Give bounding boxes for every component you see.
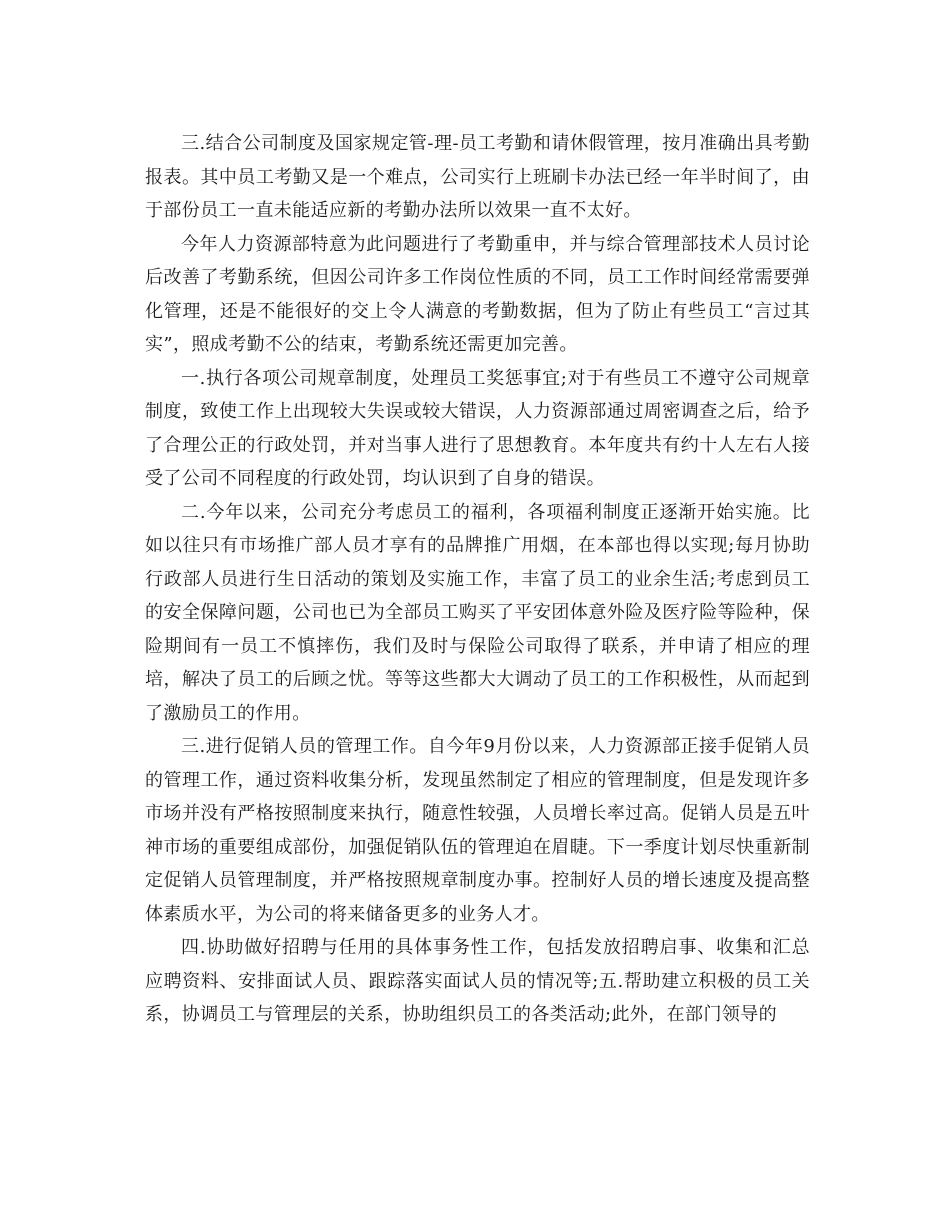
document-body — [145, 127, 810, 1032]
paragraph-promotion-staff: 三.进行促销人员的管理工作。自今年9月份以来，人力资源部正接手促销人员的管理工作，通过资料收集分析，发现虽然制定了相应的管理制度，但是发现许多市场并没有严格按照制度来执行，随意性较强，人员增长率过高。促销人员是五叶神市场的重要组成部份，加强促销队伍的管理迫在眉睫。下一季度计划尽快重新制定促销人员管理制度，并严格按照规章制度办事。控制好人员的增长速度及提高整体素质水平，为公司的将来储备更多的业务人才。 — [145, 736, 810, 925]
paragraph-employee-welfare: 二.今年以来，公司充分考虑员工的福利，各项福利制度正逐渐开始实施。比如以往只有市场推广部人员才享有的品牌推广用烟，在本部也得以实现;每月协助行政部人员进行生日活动的策划及实施工作，丰富了员工的业余生活;考虑到员工的安全保障问题，公司也已为全部员工购买了平安团体意外险及医疗险等险种，保险期间有一员工不慎摔伤，我们及时与保险公司取得了联系，并申请了相应的理培，解决了员工的后顾之忧。等等这些都大大调动了员工的工作积极性，从而起到了激励员工的作用。 — [145, 501, 810, 724]
paragraph-recruitment: 四.协助做好招聘与任用的具体事务性工作，包括发放招聘启事、收集和汇总应聘资料、安排面试人员、跟踪落实面试人员的情况等;五.帮助建立积极的员工关系，协调员工与管理层的关系，协助组织员工的各类活动;此外，在部门领导的 — [145, 937, 810, 1025]
paragraph-attendance-management: 三.结合公司制度及国家规定管-理-员工考勤和请休假管理，按月准确出具考勤报表。其中员工考勤又是一个难点，公司实行上班刷卡办法已经一年半时间了，由于部份员工一直未能适应新的考勤办法所以效果一直不太好。 — [145, 133, 810, 221]
paragraph-rules-discipline: 一.执行各项公司规章制度，处理员工奖惩事宜;对于有些员工不遵守公司规章制度，致使工作上出现较大失误或较大错误，人力资源部通过周密调查之后，给予了合理公正的行政处罚，并对当事人进行了思想教育。本年度共有约十人左右人接受了公司不同程度的行政处罚，均认识到了自身的错误。 — [145, 367, 810, 489]
paragraph-attendance-system: 今年人力资源部特意为此问题进行了考勤重申，并与综合管理部技术人员讨论后改善了考勤系统，但因公司许多工作岗位性质的不同，员工工作时间经常需要弹化管理，还是不能很好的交上令人满意的考勤数据，但为了防止有些员工“言过其实”，照成考勤不公的结束，考勤系统还需更加完善。 — [145, 233, 810, 355]
